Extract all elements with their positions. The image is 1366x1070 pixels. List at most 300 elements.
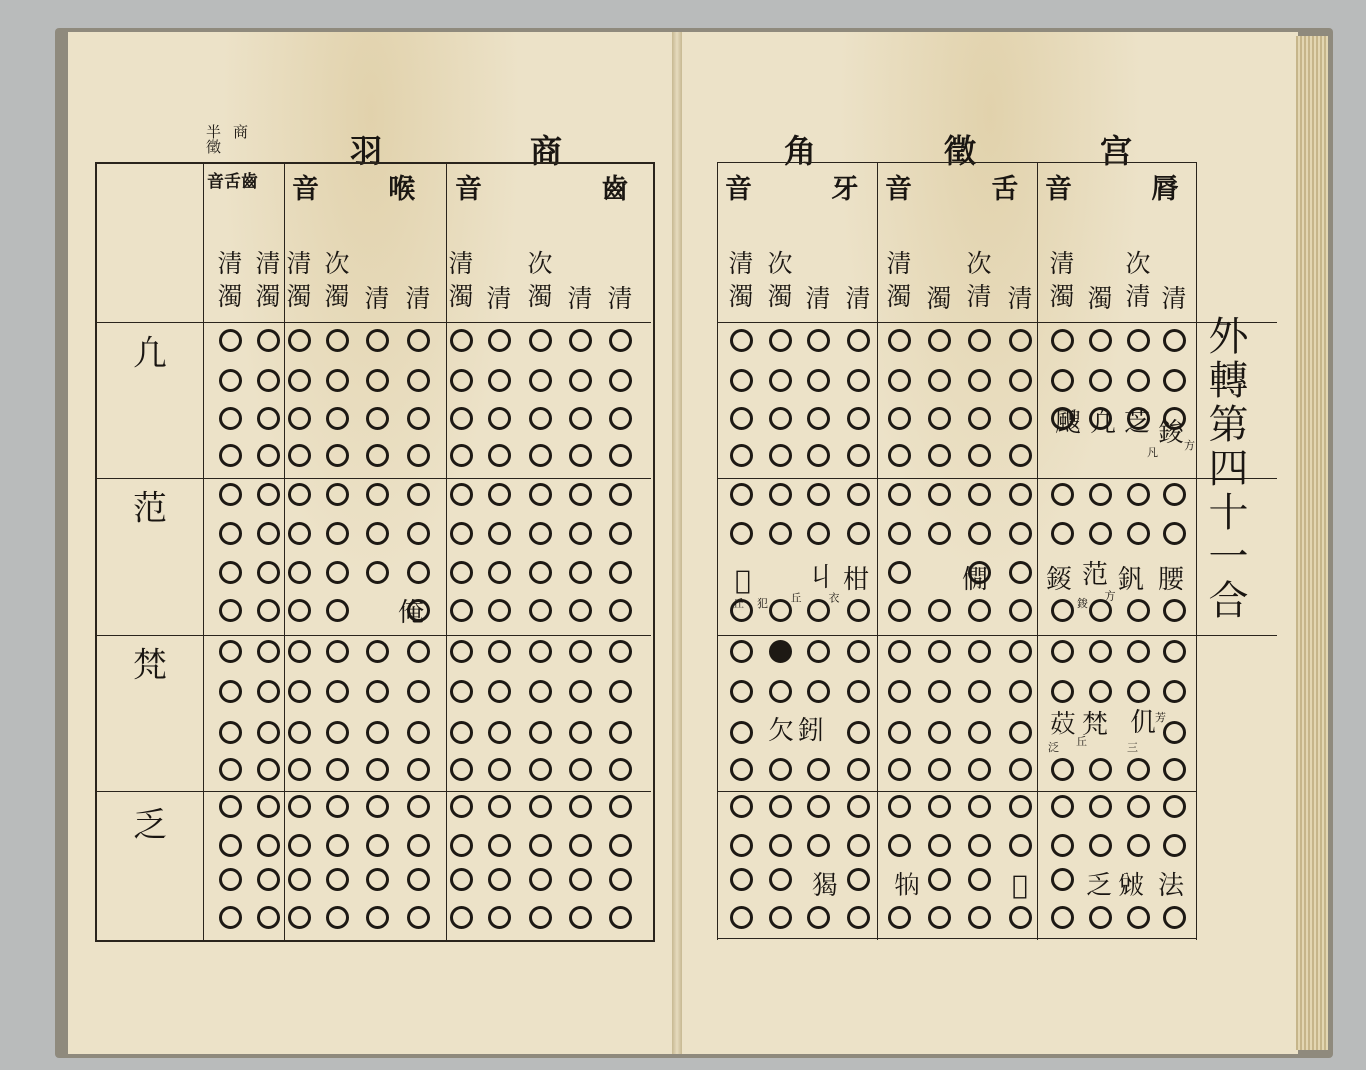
- empty-slot-circle: [1163, 640, 1186, 663]
- char-r19-1: 猲: [812, 871, 839, 901]
- empty-slot-circle: [609, 795, 632, 818]
- empty-slot-circle: [1051, 795, 1074, 818]
- char-r15-2: 鈏: [798, 716, 825, 746]
- empty-slot-circle: [807, 522, 830, 545]
- right-row-line-1: [717, 478, 1277, 479]
- empty-slot-circle: [326, 795, 349, 818]
- empty-slot-circle: [847, 369, 870, 392]
- empty-slot-circle: [968, 329, 991, 352]
- empty-slot-circle: [407, 407, 430, 430]
- char-r19-5: 𤿫: [1118, 871, 1145, 901]
- empty-slot-circle: [326, 721, 349, 744]
- empty-slot-circle: [1051, 369, 1074, 392]
- empty-slot-circle: [609, 369, 632, 392]
- empty-slot-circle: [1089, 599, 1112, 622]
- empty-slot-circle: [1163, 599, 1186, 622]
- empty-slot-circle: [450, 329, 473, 352]
- empty-slot-circle: [407, 906, 430, 929]
- empty-slot-circle: [366, 444, 389, 467]
- note-fan-3: 泛: [1048, 741, 1059, 754]
- empty-slot-circle: [1127, 369, 1150, 392]
- empty-slot-circle: [1009, 906, 1032, 929]
- empty-slot-circle: [730, 721, 753, 744]
- empty-slot-circle: [326, 680, 349, 703]
- empty-slot-circle: [1127, 680, 1150, 703]
- empty-slot-circle: [488, 369, 511, 392]
- empty-slot-circle: [928, 868, 951, 891]
- empty-slot-circle: [569, 329, 592, 352]
- left-row-line-1: [95, 478, 651, 479]
- right-col-label-5: 清濁: [883, 250, 912, 316]
- right-col-label-1: 清濁: [725, 250, 754, 316]
- empty-slot-circle: [609, 834, 632, 857]
- empty-slot-circle: [730, 483, 753, 506]
- empty-slot-circle: [529, 329, 552, 352]
- right-col-label-3: 清: [802, 285, 831, 318]
- empty-slot-circle: [488, 640, 511, 663]
- char-r11-4: 僩: [962, 565, 989, 595]
- empty-slot-circle: [847, 795, 870, 818]
- empty-slot-circle: [219, 640, 242, 663]
- empty-slot-circle: [366, 758, 389, 781]
- empty-slot-circle: [928, 329, 951, 352]
- empty-slot-circle: [769, 522, 792, 545]
- empty-slot-circle: [847, 522, 870, 545]
- empty-slot-circle: [847, 599, 870, 622]
- empty-slot-circle: [928, 680, 951, 703]
- empty-slot-circle: [219, 758, 242, 781]
- empty-slot-circle: [450, 407, 473, 430]
- empty-slot-circle: [366, 795, 389, 818]
- note-fan-2: 犯: [757, 597, 768, 610]
- empty-slot-circle: [1009, 444, 1032, 467]
- empty-slot-circle: [609, 640, 632, 663]
- empty-slot-circle: [807, 834, 830, 857]
- empty-slot-circle: [807, 329, 830, 352]
- char-an: 俺: [398, 598, 425, 628]
- char-r11-6: 范: [1082, 560, 1109, 590]
- empty-slot-circle: [288, 407, 311, 430]
- empty-slot-circle: [288, 640, 311, 663]
- empty-slot-circle: [769, 795, 792, 818]
- empty-slot-circle: [326, 906, 349, 929]
- empty-slot-circle: [257, 640, 280, 663]
- empty-slot-circle: [1009, 483, 1032, 506]
- empty-slot-circle: [407, 795, 430, 818]
- empty-slot-circle: [769, 369, 792, 392]
- empty-slot-circle: [407, 329, 430, 352]
- empty-slot-circle: [288, 599, 311, 622]
- empty-slot-circle: [1009, 795, 1032, 818]
- empty-slot-circle: [888, 680, 911, 703]
- empty-slot-circle: [1009, 369, 1032, 392]
- empty-slot-circle: [488, 407, 511, 430]
- char-r19-2: 𤘻: [894, 871, 921, 901]
- empty-slot-circle: [450, 834, 473, 857]
- empty-slot-circle: [847, 329, 870, 352]
- empty-slot-circle: [326, 561, 349, 584]
- note-fan: 凡: [1147, 446, 1158, 459]
- empty-slot-circle: [888, 329, 911, 352]
- empty-slot-circle: [1127, 758, 1150, 781]
- empty-slot-circle: [807, 444, 830, 467]
- empty-slot-circle: [807, 640, 830, 663]
- empty-slot-circle: [569, 369, 592, 392]
- empty-slot-circle: [219, 522, 242, 545]
- char-r11-7: 釩: [1118, 565, 1145, 595]
- empty-slot-circle: [569, 795, 592, 818]
- right-col-label-9: 清濁: [1046, 250, 1075, 316]
- empty-slot-circle: [450, 680, 473, 703]
- empty-slot-circle: [257, 483, 280, 506]
- left-group-label-chi: 音 齒: [455, 174, 629, 205]
- empty-slot-circle: [488, 795, 511, 818]
- empty-slot-circle: [1009, 758, 1032, 781]
- empty-slot-circle: [928, 483, 951, 506]
- empty-slot-circle: [326, 444, 349, 467]
- empty-slot-circle: [1163, 758, 1186, 781]
- empty-slot-circle: [488, 561, 511, 584]
- empty-slot-circle: [609, 680, 632, 703]
- empty-slot-circle: [1051, 868, 1074, 891]
- empty-slot-circle: [529, 680, 552, 703]
- empty-slot-circle: [730, 444, 753, 467]
- book-gutter: [672, 32, 682, 1054]
- top-label-shang: 商: [529, 132, 563, 170]
- empty-slot-circle: [366, 834, 389, 857]
- empty-slot-circle: [769, 680, 792, 703]
- empty-slot-circle: [1163, 795, 1186, 818]
- empty-slot-circle: [609, 868, 632, 891]
- empty-slot-circle: [407, 834, 430, 857]
- empty-slot-circle: [488, 721, 511, 744]
- rhyme-char-fan1: 凢: [133, 333, 167, 374]
- empty-slot-circle: [488, 522, 511, 545]
- right-table-right-edge: [1196, 162, 1197, 940]
- empty-slot-circle: [326, 483, 349, 506]
- empty-slot-circle: [888, 444, 911, 467]
- empty-slot-circle: [888, 522, 911, 545]
- empty-slot-circle: [326, 407, 349, 430]
- empty-slot-circle: [257, 522, 280, 545]
- left-col-label-4: 次濁: [321, 250, 350, 316]
- empty-slot-circle: [529, 868, 552, 891]
- right-top-line: [717, 162, 1197, 163]
- empty-slot-circle: [326, 868, 349, 891]
- char-r11-8: 腰: [1158, 565, 1185, 595]
- empty-slot-circle: [257, 561, 280, 584]
- empty-slot-circle: [257, 834, 280, 857]
- empty-slot-circle: [257, 906, 280, 929]
- note-jun: 鋑: [1077, 597, 1088, 610]
- empty-slot-circle: [1009, 407, 1032, 430]
- empty-slot-circle: [488, 834, 511, 857]
- empty-slot-circle: [968, 640, 991, 663]
- empty-slot-circle: [1009, 522, 1032, 545]
- left-group-label-banxi: 音舌齒: [207, 172, 258, 192]
- empty-slot-circle: [569, 640, 592, 663]
- empty-slot-circle: [1163, 680, 1186, 703]
- empty-slot-circle: [968, 369, 991, 392]
- empty-slot-circle: [968, 758, 991, 781]
- empty-slot-circle: [1089, 369, 1112, 392]
- empty-slot-circle: [569, 721, 592, 744]
- empty-slot-circle: [847, 680, 870, 703]
- empty-slot-circle: [1089, 795, 1112, 818]
- empty-slot-circle: [1089, 329, 1112, 352]
- empty-slot-circle: [968, 599, 991, 622]
- empty-slot-circle: [807, 369, 830, 392]
- empty-slot-circle: [769, 906, 792, 929]
- empty-slot-circle: [288, 680, 311, 703]
- empty-slot-circle: [769, 444, 792, 467]
- note-fang-1: 方: [1184, 439, 1195, 452]
- empty-slot-circle: [529, 795, 552, 818]
- empty-slot-circle: [366, 680, 389, 703]
- empty-slot-circle: [1051, 599, 1074, 622]
- empty-slot-circle: [407, 444, 430, 467]
- empty-slot-circle: [219, 680, 242, 703]
- right-header-line: [717, 322, 1277, 323]
- empty-slot-circle: [569, 834, 592, 857]
- empty-slot-circle: [888, 640, 911, 663]
- empty-slot-circle: [326, 758, 349, 781]
- empty-slot-circle: [730, 329, 753, 352]
- empty-slot-circle: [968, 834, 991, 857]
- left-group-label-hou: 音 喉: [292, 174, 416, 205]
- empty-slot-circle: [1009, 640, 1032, 663]
- right-row-line-3: [717, 791, 1197, 792]
- empty-slot-circle: [609, 522, 632, 545]
- empty-slot-circle: [769, 329, 792, 352]
- empty-slot-circle: [529, 561, 552, 584]
- empty-slot-circle: [366, 561, 389, 584]
- empty-slot-circle: [609, 444, 632, 467]
- empty-slot-circle: [569, 407, 592, 430]
- left-row-line-3: [95, 791, 651, 792]
- left-col-label-10: 清: [564, 285, 593, 318]
- right-group-label-chun: 音 脣: [1045, 174, 1179, 205]
- empty-slot-circle: [1051, 834, 1074, 857]
- empty-slot-circle: [609, 561, 632, 584]
- empty-slot-circle: [219, 721, 242, 744]
- empty-slot-circle: [288, 522, 311, 545]
- empty-slot-circle: [366, 868, 389, 891]
- left-col-label-7: 清濁: [445, 250, 474, 316]
- empty-slot-circle: [730, 522, 753, 545]
- empty-slot-circle: [928, 369, 951, 392]
- empty-slot-circle: [529, 599, 552, 622]
- empty-slot-circle: [928, 407, 951, 430]
- empty-slot-circle: [1009, 721, 1032, 744]
- empty-slot-circle: [257, 868, 280, 891]
- empty-slot-circle: [407, 561, 430, 584]
- right-col-line-1: [877, 162, 878, 940]
- top-label-jiao: 角: [783, 132, 817, 170]
- empty-slot-circle: [769, 758, 792, 781]
- empty-slot-circle: [968, 522, 991, 545]
- right-table-left-edge: [717, 162, 718, 940]
- empty-slot-circle: [488, 444, 511, 467]
- empty-slot-circle: [1051, 640, 1074, 663]
- empty-slot-circle: [807, 795, 830, 818]
- empty-slot-circle: [257, 721, 280, 744]
- banxi-text-1: 半徵: [204, 124, 222, 154]
- empty-slot-circle: [609, 483, 632, 506]
- left-header-line: [95, 322, 651, 323]
- empty-slot-circle: [730, 834, 753, 857]
- empty-slot-circle: [407, 369, 430, 392]
- right-bottom-line: [717, 938, 1197, 939]
- char-r4-4: 鋑: [1158, 418, 1185, 448]
- left-row-line-2: [95, 635, 651, 636]
- empty-slot-circle: [219, 483, 242, 506]
- empty-slot-circle: [1051, 329, 1074, 352]
- empty-slot-circle: [257, 599, 280, 622]
- empty-slot-circle: [257, 444, 280, 467]
- empty-slot-circle: [488, 906, 511, 929]
- empty-slot-circle: [730, 868, 753, 891]
- empty-slot-circle: [219, 407, 242, 430]
- right-col-label-6: 濁: [923, 285, 952, 318]
- empty-slot-circle: [1051, 522, 1074, 545]
- empty-slot-circle: [888, 795, 911, 818]
- empty-slot-circle: [1009, 329, 1032, 352]
- empty-slot-circle: [847, 407, 870, 430]
- right-row-line-2: [717, 635, 1277, 636]
- empty-slot-circle: [1089, 834, 1112, 857]
- empty-slot-circle: [288, 868, 311, 891]
- note-yi: 衣: [827, 592, 840, 603]
- rhyme-char-fa: 乏: [133, 805, 167, 846]
- empty-slot-circle: [529, 834, 552, 857]
- empty-slot-circle: [288, 795, 311, 818]
- empty-slot-circle: [847, 868, 870, 891]
- empty-slot-circle: [407, 721, 430, 744]
- empty-slot-circle: [968, 407, 991, 430]
- empty-slot-circle: [219, 329, 242, 352]
- empty-slot-circle: [569, 906, 592, 929]
- empty-slot-circle: [928, 444, 951, 467]
- empty-slot-circle: [450, 561, 473, 584]
- empty-slot-circle: [888, 561, 911, 584]
- right-col-label-2: 次濁: [764, 250, 793, 316]
- empty-slot-circle: [219, 369, 242, 392]
- empty-slot-circle: [1051, 483, 1074, 506]
- empty-slot-circle: [1009, 834, 1032, 857]
- empty-slot-circle: [609, 721, 632, 744]
- empty-slot-circle: [569, 758, 592, 781]
- empty-slot-circle: [1089, 522, 1112, 545]
- empty-slot-circle: [807, 483, 830, 506]
- char-r15-3: 𦬻: [1050, 710, 1077, 740]
- right-group-label-she: 音 舌: [885, 174, 1019, 205]
- empty-slot-circle: [219, 444, 242, 467]
- empty-slot-circle: [807, 680, 830, 703]
- empty-slot-circle: [288, 483, 311, 506]
- empty-slot-circle: [968, 444, 991, 467]
- empty-slot-circle: [847, 906, 870, 929]
- empty-slot-circle: [888, 483, 911, 506]
- empty-slot-circle: [569, 868, 592, 891]
- empty-slot-circle: [847, 640, 870, 663]
- empty-slot-circle: [1127, 906, 1150, 929]
- empty-slot-circle: [288, 906, 311, 929]
- empty-slot-circle: [488, 329, 511, 352]
- empty-slot-circle: [219, 599, 242, 622]
- banxi-label-2: [232, 124, 247, 139]
- empty-slot-circle: [968, 795, 991, 818]
- empty-slot-circle: [366, 522, 389, 545]
- empty-slot-circle: [928, 522, 951, 545]
- empty-slot-circle: [288, 834, 311, 857]
- empty-slot-circle: [730, 640, 753, 663]
- left-col-label-8: 清: [483, 285, 512, 318]
- empty-slot-circle: [730, 795, 753, 818]
- empty-slot-circle: [529, 407, 552, 430]
- empty-slot-circle: [450, 522, 473, 545]
- empty-slot-circle: [569, 522, 592, 545]
- left-col-label-6: 清: [402, 285, 431, 318]
- char-r11-3: 柑: [843, 565, 870, 595]
- empty-slot-circle: [407, 680, 430, 703]
- char-r4-3: 芝: [1124, 408, 1151, 438]
- empty-slot-circle: [1127, 522, 1150, 545]
- char-r15-4: 梵: [1082, 710, 1109, 740]
- empty-slot-circle: [257, 329, 280, 352]
- empty-slot-circle: [1163, 834, 1186, 857]
- empty-slot-circle: [847, 444, 870, 467]
- empty-slot-circle: [1127, 599, 1150, 622]
- empty-slot-circle: [807, 758, 830, 781]
- note-qiu-1: 丘: [733, 597, 744, 610]
- empty-slot-circle: [366, 369, 389, 392]
- note-qiu-2: 丘: [789, 592, 802, 603]
- rhyme-char-fan3: 梵: [133, 645, 167, 686]
- empty-slot-circle: [807, 407, 830, 430]
- empty-slot-circle: [488, 868, 511, 891]
- empty-slot-circle: [1163, 329, 1186, 352]
- right-col-label-11: 次清: [1122, 250, 1151, 316]
- empty-slot-circle: [1127, 640, 1150, 663]
- empty-slot-circle: [928, 721, 951, 744]
- empty-slot-circle: [450, 369, 473, 392]
- empty-slot-circle: [450, 758, 473, 781]
- empty-slot-circle: [407, 758, 430, 781]
- empty-slot-circle: [1051, 680, 1074, 703]
- empty-slot-circle: [730, 758, 753, 781]
- empty-slot-circle: [968, 868, 991, 891]
- empty-slot-circle: [968, 906, 991, 929]
- empty-slot-circle: [529, 483, 552, 506]
- empty-slot-circle: [407, 640, 430, 663]
- empty-slot-circle: [450, 795, 473, 818]
- char-r11-1: 𩖟: [735, 566, 751, 596]
- empty-slot-circle: [407, 522, 430, 545]
- empty-slot-circle: [1051, 758, 1074, 781]
- empty-slot-circle: [257, 407, 280, 430]
- empty-slot-circle: [769, 868, 792, 891]
- empty-slot-circle: [219, 834, 242, 857]
- empty-slot-circle: [1089, 640, 1112, 663]
- empty-slot-circle: [888, 906, 911, 929]
- left-col-label-3: 清濁: [283, 250, 312, 316]
- empty-slot-circle: [450, 444, 473, 467]
- empty-slot-circle: [326, 329, 349, 352]
- empty-slot-circle: [1163, 483, 1186, 506]
- right-col-label-12: 清: [1158, 285, 1187, 318]
- empty-slot-circle: [569, 680, 592, 703]
